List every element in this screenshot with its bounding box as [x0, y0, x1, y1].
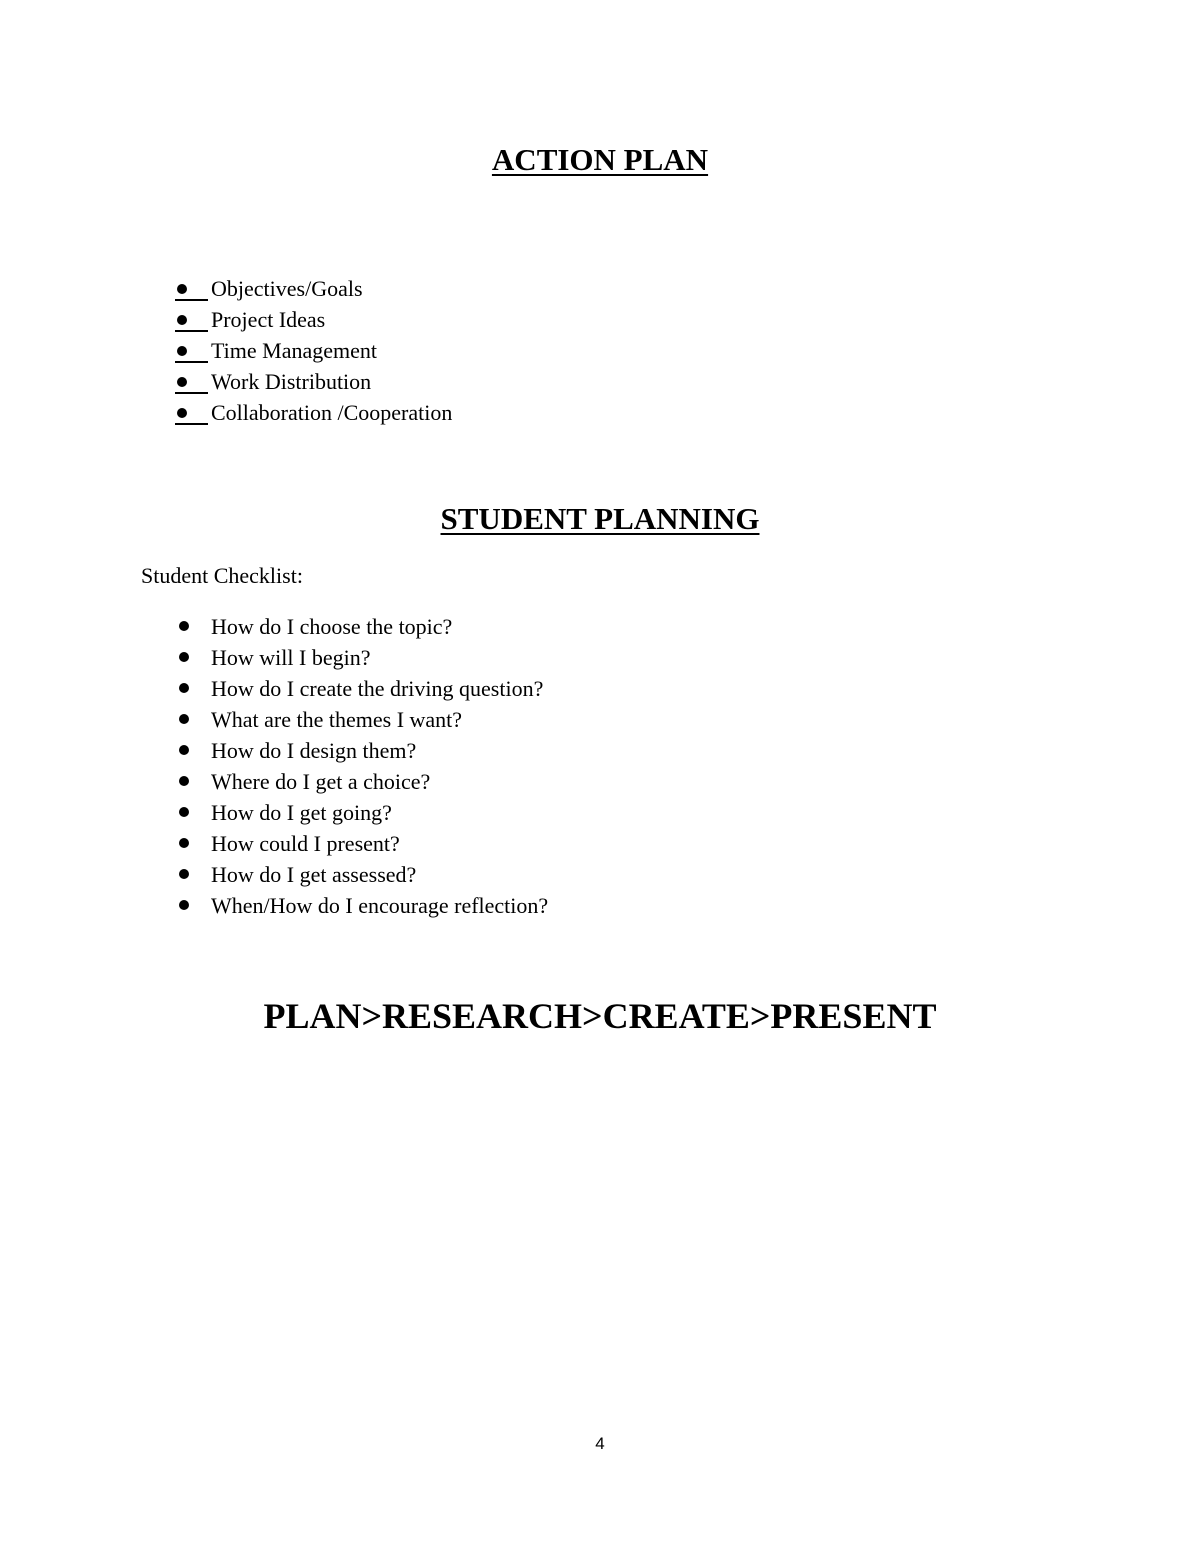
bullet-icon [175, 339, 208, 363]
bullet-icon [179, 683, 189, 693]
bullet-icon [179, 807, 189, 817]
checklist-label: Student Checklist: [141, 563, 303, 588]
bullet-icon [179, 714, 189, 724]
bullet-icon [179, 776, 189, 786]
process-flow-heading: PLAN>RESEARCH>CREATE>PRESENT [263, 996, 937, 1036]
list-item-text: When/How do I encourage reflection? [211, 893, 549, 918]
list-item-text: How do I choose the topic? [211, 614, 453, 639]
list-item-text: Where do I get a choice? [211, 769, 431, 794]
list-item-text: Collaboration /Cooperation [211, 400, 453, 425]
list-item-text: How do I get assessed? [211, 862, 417, 887]
bullet-icon [179, 745, 189, 755]
bullet-icon [179, 621, 189, 631]
list-item-text: How do I get going? [211, 800, 392, 825]
bullet-icon [179, 869, 189, 879]
bullet-icon [179, 838, 189, 848]
student-planning-heading: STUDENT PLANNING [440, 501, 760, 536]
list-item-text: Work Distribution [211, 369, 372, 394]
bullet-icon [175, 370, 208, 394]
bullet-icon [175, 308, 208, 332]
list-item-text: Time Management [211, 338, 377, 363]
list-item-text: How do I create the driving question? [211, 676, 544, 701]
list-item-text: What are the themes I want? [211, 707, 463, 732]
list-item-text: Objectives/Goals [211, 276, 363, 301]
bullet-icon [175, 401, 208, 425]
list-item-text: How do I design them? [211, 738, 417, 763]
bullet-icon [179, 900, 189, 910]
list-item-text: How will I begin? [211, 645, 371, 670]
list-item-text: How could I present? [211, 831, 400, 856]
bullet-icon [179, 652, 189, 662]
action-plan-heading: ACTION PLAN [491, 142, 709, 177]
bullet-icon [175, 277, 208, 301]
list-item-text: Project Ideas [211, 307, 326, 332]
page-number: 4 [595, 1434, 605, 1453]
